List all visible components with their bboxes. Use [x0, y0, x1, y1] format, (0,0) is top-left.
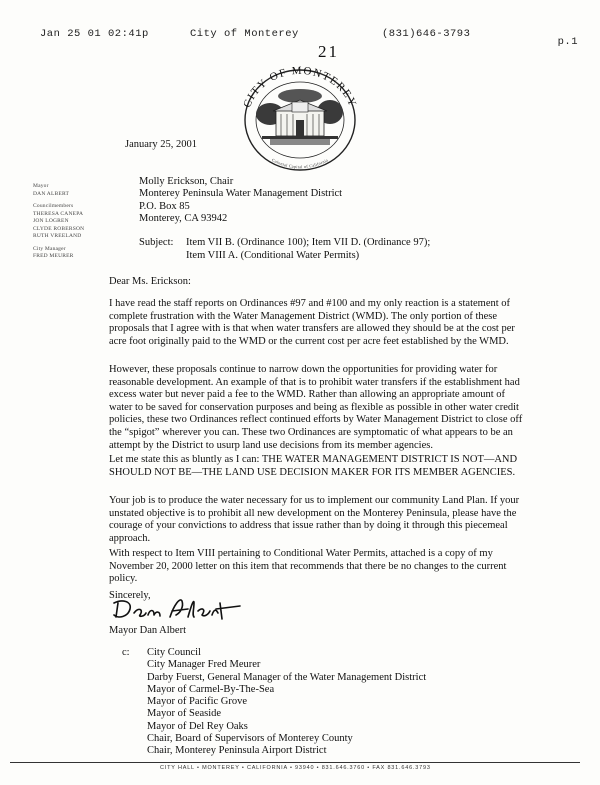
- city-seal-logo: [226, 56, 372, 178]
- cc-recipient: Mayor of Del Rey Oaks: [147, 720, 248, 732]
- seal-ring-text: Colonial Capital of California: [271, 157, 329, 170]
- cc-recipient: Chair, Monterey Peninsula Airport District: [147, 745, 327, 757]
- cc-recipient: City Manager Fred Meurer: [147, 659, 261, 671]
- body-paragraph: Your job is to produce the water necessary for us to implement our community Land Plan. If your unstated objective is to prohibit all new development on the Monterey Peninsula, please have the courage of your convictions to address that issue rather than by doing it through this piecemeal approach.: [109, 495, 520, 544]
- fax-page-number: p.1: [557, 36, 578, 48]
- fax-datetime: Jan 25 01 02:41p: [40, 28, 149, 40]
- cc-recipient: Chair, Board of Supervisors of Monterey County: [147, 733, 353, 745]
- closing: Sincerely,: [109, 590, 151, 601]
- council-member: THERESA CANEPA: [33, 210, 84, 217]
- mayor-name: DAN ALBERT: [33, 190, 70, 197]
- council-member: RUTH VREELAND: [33, 233, 82, 239]
- subject-line-2: Item VIII A. (Conditional Water Permits): [186, 249, 360, 261]
- subject-block: [139, 237, 430, 262]
- page-number-stamp: 21: [318, 42, 339, 61]
- letter-date: January 25, 2001: [125, 139, 198, 150]
- cc-recipient: Mayor of Seaside: [147, 708, 222, 720]
- footer-rule: [10, 762, 580, 763]
- subject-line-1: Item VII B. (Ordinance 100); Item VII D. (Ordinance 97);: [186, 237, 431, 248]
- cc-recipient: City Council: [147, 647, 201, 658]
- mayor-label: Mayor: [33, 183, 49, 189]
- fax-phone: (831)646-3793: [382, 28, 471, 40]
- letterhead-sidebar: [33, 183, 109, 266]
- council-member: JON LOGREN: [33, 218, 69, 224]
- recipient-name: Molly Erickson, Chair: [139, 176, 234, 187]
- manager-label: City Manager: [33, 245, 66, 252]
- fax-header: [40, 28, 578, 48]
- recipient-address: [139, 176, 342, 225]
- seal-arc-text: CITY OF MONTEREY: [241, 64, 359, 110]
- subject-label: Subject:: [139, 237, 174, 248]
- council-member: CLYDE ROBERSON: [33, 225, 85, 232]
- manager-name: FRED MEURER: [33, 253, 74, 259]
- letterhead-footer: CITY HALL • MONTEREY • CALIFORNIA • 93940 • 831.646.3760 • FAX 831.646.3793: [160, 765, 431, 771]
- fax-sender: City of Monterey: [190, 28, 299, 40]
- recipient-po-box: P.O. Box 85: [139, 200, 190, 212]
- body-paragraph: Let me state this as bluntly as I can: THE WATER MANAGEMENT DISTRICT IS NOT—AND SHOULD NOT BE—THE LAND USE DECISION MAKER FOR ITS MEMBER AGENCIES.: [109, 454, 518, 478]
- salutation: Dear Ms. Erickson:: [109, 276, 191, 287]
- handwritten-signature: [108, 593, 246, 625]
- recipient-city: Monterey, CA 93942: [139, 212, 228, 224]
- council-label: Councilmembers: [33, 203, 74, 209]
- body-paragraph: With respect to Item VIII pertaining to Conditional Water Permits, attached is a copy of my November 20, 2000 letter on this item that recommends that there be no changes to the current policy.: [109, 548, 507, 585]
- cc-recipient: Mayor of Pacific Grove: [147, 696, 248, 708]
- cc-recipient: Mayor of Carmel-By-The-Sea: [147, 683, 275, 695]
- body-paragraph: I have read the staff reports on Ordinances #97 and #100 and my only reaction is a statement of complete frustration with the Water Management District (WMD). The only portion of these proposals that I agree with is that when water transfers are allowed they should be at the cost per acre foot originally paid to the WMD or the current cost per acre feet established by the WMD.: [109, 298, 515, 347]
- signer-name: Mayor Dan Albert: [109, 625, 186, 636]
- svg-text:Colonial Capital of California: [271, 157, 329, 169]
- cc-recipient: Darby Fuerst, General Manager of the Water Management District: [147, 671, 427, 683]
- recipient-org: Monterey Peninsula Water Management District: [139, 188, 343, 200]
- body-paragraph: However, these proposals continue to narrow down the opportunities for providing water for reasonable development. An example of that is to prohibit water transfers if the establishment had excess water but never paid a fee to the WMD. Rather than allowing an appropriate amount of water to be saved for conservation purposes and being as flexible as possible in other water credit policies, these two Ordinances reflect continued efforts by Water Management District to close off the “spigot” wherever you can. These two Ordinances are symptomatic of what appears to be an attempt by the District to usurp land use decisions from its member agencies.: [109, 364, 523, 451]
- cc-list: [147, 647, 426, 758]
- cc-label: c:: [122, 647, 130, 658]
